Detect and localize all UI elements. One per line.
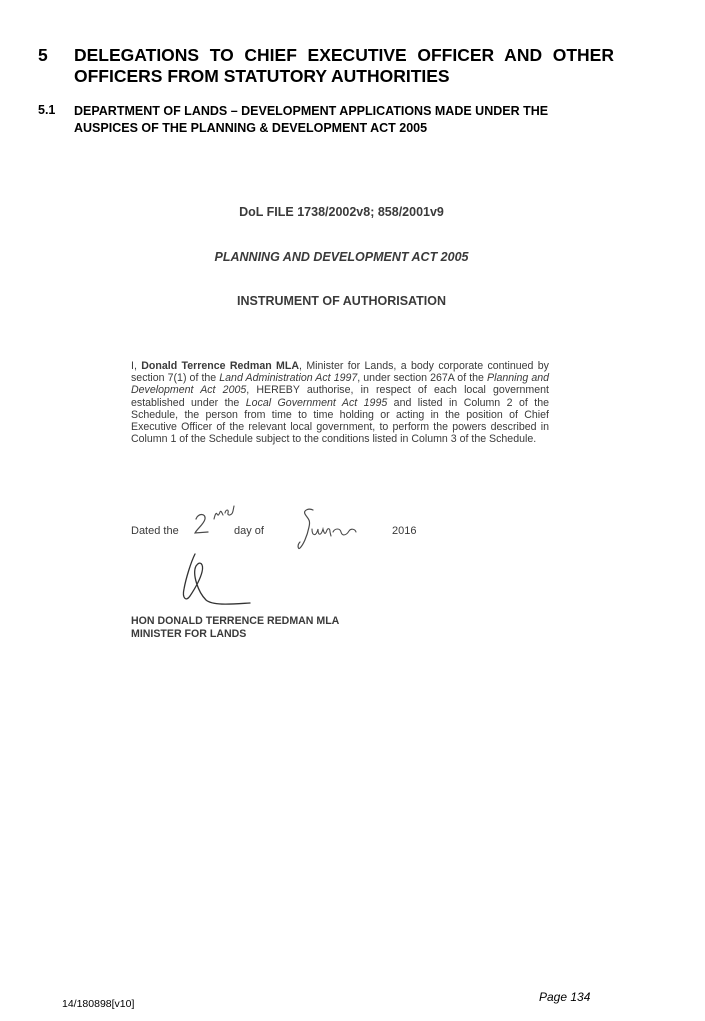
day-of-label: day of — [234, 525, 264, 537]
dated-label: Dated the — [131, 525, 179, 537]
subsection-number: 5.1 — [38, 103, 56, 117]
act-reference: Land Administration Act 1997 — [219, 372, 358, 385]
signature — [178, 552, 256, 613]
signatory-title: MINISTER FOR LANDS — [131, 628, 247, 640]
signatory-name: HON DONALD TERRENCE REDMAN MLA — [131, 615, 340, 627]
act-title: PLANNING AND DEVELOPMENT ACT 2005 — [214, 250, 469, 264]
document-reference: 14/180898[v10] — [62, 998, 135, 1010]
page-number: Page 134 — [539, 990, 591, 1004]
act-reference: Planning and Development Act 2005 — [131, 372, 550, 397]
instrument-title: INSTRUMENT OF AUTHORISATION — [236, 294, 446, 308]
act-reference: Local Government Act 1995 — [245, 396, 388, 409]
handwritten-month — [297, 505, 359, 558]
section-number: 5 — [38, 45, 48, 65]
authorisation-paragraph: I, Donald Terrence Redman MLA, Minister for Lands, a body corporate continued by section 7(1) of the Land Administration Act 1997, under section 267A of the Planning and Development Act 2005, HEREBY authorise, in respect of each local government established under the Local Government Act 1995 and listed in Column 2 of the Schedule, the person from time to time holding or acting in the position of Chief Executive Officer of the relevant local government, to perform the powers described in Column 1 of the Schedule subject to the conditions listed in Column 3 of the Schedule. — [131, 360, 550, 446]
year-label: 2016 — [392, 525, 417, 537]
section-title: DELEGATIONS TO CHIEF EXECUTIVE OFFICER AND OTHER OFFICERS FROM STATUTORY AUTHORITIES — [74, 45, 614, 86]
subsection-title: DEPARTMENT OF LANDS – DEVELOPMENT APPLICATIONS MADE UNDER THE AUSPICES OF THE PLANNING & DEVELOPMENT ACT 2005 — [74, 104, 549, 135]
minister-name: Donald Terrence Redman MLA — [141, 360, 300, 372]
file-reference: DoL FILE 1738/2002v8; 858/2001v9 — [239, 205, 444, 219]
